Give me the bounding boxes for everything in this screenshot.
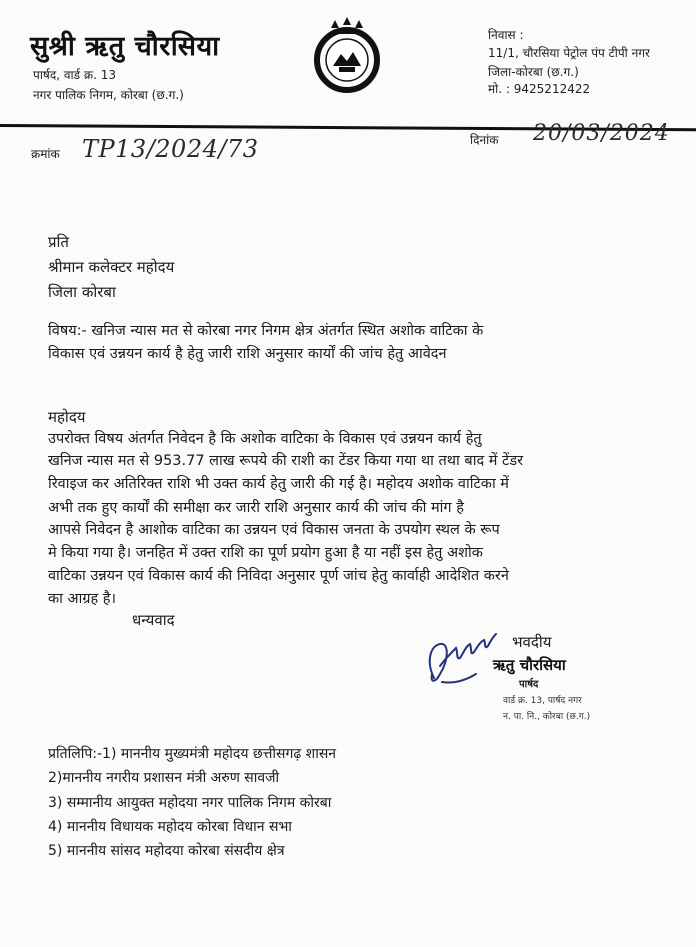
copy-recipient: 2)माननीय नगरीय प्रशासन मंत्री अरुण सावजी bbox=[48, 770, 280, 786]
copy-recipient: 4) माननीय विधायक महोदय कोरबा विधान सभा bbox=[48, 819, 292, 835]
ref-label: क्रमांक bbox=[31, 147, 60, 161]
addressee-line1: श्रीमान कलेक्टर महोदय bbox=[48, 258, 175, 276]
subject-line2: विकास एवं उन्नयन कार्य है हेतु जारी राशि अनुसार कार्यों की जांच हेतु आवेदन bbox=[48, 346, 447, 362]
letterhead-org: नगर पालिक निगम, कोरबा (छ.ग.) bbox=[33, 88, 184, 102]
subject-line1: विषय:- खनिज न्यास मत से कोरबा नगर निगम क्षेत्र अंतर्गत स्थित अशोक वाटिका के bbox=[48, 323, 484, 339]
copy-recipient: प्रतिलिपि:-1) माननीय मुख्यमंत्री महोदय छत्तीसगढ़ शासन bbox=[48, 746, 337, 762]
body-line: रिवाइज कर अतिरिक्त राशि भी उक्त कार्य हेतु जारी की गई है। महोदय अशोक वाटिका में bbox=[48, 476, 509, 492]
address-label: निवास : bbox=[488, 28, 524, 42]
letterhead-name: सुश्री ऋतु चौरसिया bbox=[30, 31, 220, 62]
copy-recipient: 5) माननीय सांसद महोदया कोरबा संसदीय क्षेत्र bbox=[48, 843, 285, 859]
valediction: भवदीय bbox=[512, 633, 552, 651]
body-line: खनिज न्यास मत से 953.77 लाख रूपये की राशी का टेंडर किया गया था तथा बाद में टेंडर bbox=[48, 453, 524, 469]
handwritten-signature-icon bbox=[420, 622, 500, 698]
date-value: 20/03/2024 bbox=[533, 121, 670, 146]
stamp-line2: न. पा. नि., कोरबा (छ.ग.) bbox=[503, 712, 591, 722]
copy-recipient: 3) सम्मानीय आयुक्त महोदया नगर पालिक निगम कोरबा bbox=[48, 795, 332, 811]
ref-number: TP13/2024/73 bbox=[82, 135, 259, 163]
body-line: अभी तक हुए कार्यों की समीक्षा कर जारी राशि अनुसार कार्य की जांच की मांग है bbox=[48, 500, 464, 516]
body-line: मे किया गया है। जनहित में उक्त राशि का पूर्ण प्रयोग हुआ है या नहीं इस हेतु अशोक bbox=[48, 545, 483, 561]
municipal-emblem-icon bbox=[309, 14, 385, 98]
body-line: वाटिका उन्नयन एवं विकास कार्य की निविदा अनुसार पूर्ण जांच हेतु कार्वाही आदेशित करने bbox=[48, 568, 509, 584]
thanks: धन्यवाद bbox=[132, 611, 175, 629]
stamp-line1: वार्ड क्र. 13, पार्षद नगर bbox=[503, 696, 582, 706]
salutation: महोदय bbox=[48, 408, 86, 426]
body-line: आपसे निवेदन है आशोक वाटिका का उन्नयन एवं विकास जनता के उपयोग स्थल के रूप bbox=[48, 522, 500, 538]
addressee-line2: जिला कोरबा bbox=[48, 283, 116, 301]
addressee-prefix: प्रति bbox=[48, 233, 69, 251]
body-line: उपरोक्त विषय अंतर्गत निवेदन है कि अशोक वाटिका के विकास एवं उन्नयन कार्य हेतु bbox=[48, 431, 482, 447]
date-label: दिनांक bbox=[470, 133, 499, 147]
body-line: का आग्रह है। bbox=[48, 591, 117, 607]
address-line1: 11/1, चौरसिया पेट्रोल पंप टीपी नगर bbox=[488, 46, 650, 60]
letterhead-post: पार्षद, वार्ड क्र. 13 bbox=[33, 68, 116, 82]
signatory-name: ऋतु चौरसिया bbox=[493, 656, 566, 674]
phone-number: मो. : 9425212422 bbox=[488, 82, 591, 96]
signatory-title: पार्षद bbox=[519, 679, 539, 690]
address-line2: जिला-कोरबा (छ.ग.) bbox=[488, 65, 579, 79]
